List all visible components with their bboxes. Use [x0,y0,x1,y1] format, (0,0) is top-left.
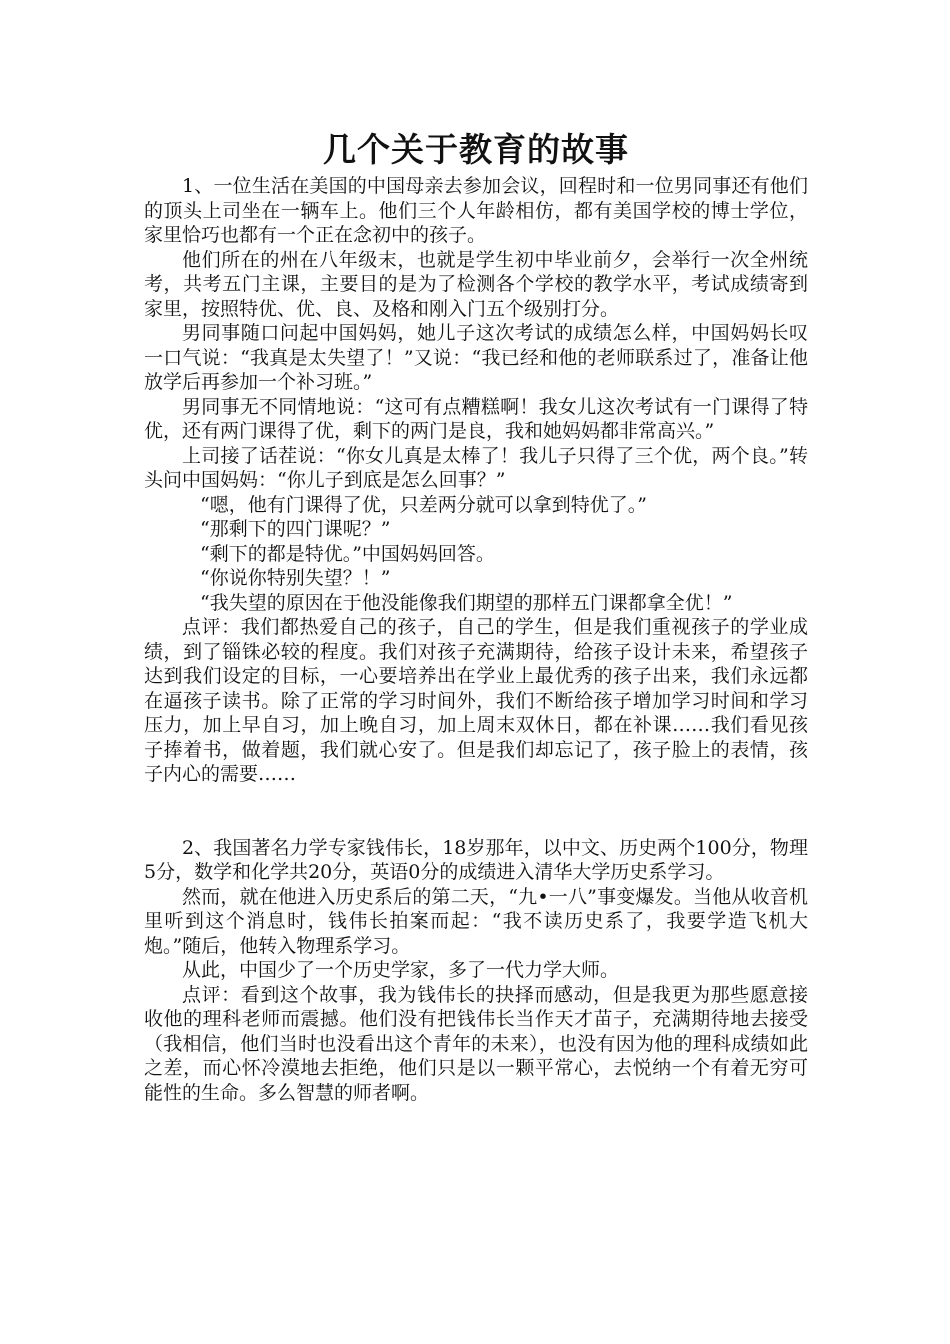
story-1-paragraph: 他们所在的州在八年级末，也就是学生初中毕业前夕，会举行一次全州统考，共考五门主课，主要目的是为了检测各个学校的教学水平，考试成绩寄到家里，按照特优、优、良、及格和刚入门五个级别打分。 [144,248,808,320]
story-1-dialogue-line: “那剩下的四门课呢？” [200,518,391,540]
story-2 [144,836,808,1106]
story-2-paragraph: 从此，中国少了一个历史学家，多了一代力学大师。 [182,959,620,981]
story-1-commentary: 点评：我们都热爱自己的孩子，自己的学生，但是我们重视孩子的学业成绩，到了锱铢必较的程度。我们对孩子充满期待，给孩子设计未来，希望孩子达到我们设定的目标，一心要培养出在学业上最优秀的孩子出来，我们永远都在逼孩子读书。除了正常的学习时间外，我们不断给孩子增加学习时间和学习压力，加上早自习，加上晚自习，加上周末双休日，都在补课……我们看见孩子捧着书，做着题，我们就心安了。但是我们却忘记了，孩子脸上的表情，孩子内心的需要…… [144,616,808,785]
story-1-dialogue-line: “嗯，他有门课得了优，只差两分就可以拿到特优了。” [200,493,647,516]
story-1 [144,174,808,787]
story-1-dialogue-line: “我失望的原因在于他没能像我们期望的那样五门课都拿全优！” [200,591,733,614]
story-1-dialogue-line: “剩下的都是特优。”中国妈妈回答。 [200,542,495,565]
story-1-paragraph: 1、一位生活在美国的中国母亲去参加会议，回程时和一位男同事还有他们的顶头上司坐在一辆车上。他们三个人年龄相仿，都有美国学校的博士学位，家里恰巧也都有一个正在念初中的孩子。 [144,175,808,246]
story-1-paragraph: 男同事随口问起中国妈妈，她儿子这次考试的成绩怎么样，中国妈妈长叹一口气说：“我真是太失望了！”又说：“我已经和他的老师联系过了，准备让他放学后再参加一个补习班。” [144,322,808,393]
story-2-paragraph: 然而，就在他进入历史系后的第二天，“九•一八”事变爆发。当他从收音机里听到这个消息时，钱伟长拍案而起：“我不读历史系了，我要学造飞机大炮。”随后，他转入物理系学习。 [144,885,808,957]
story-1-paragraph: 男同事无不同情地说：“这可有点糟糕啊！我女儿这次考试有一门课得了特优，还有两门课得了优，剩下的两门是良，我和她妈妈都非常高兴。” [144,395,808,442]
section-spacer [144,787,808,836]
document-title: 几个关于教育的故事 [323,130,629,169]
story-1-dialogue-line: “你说你特别失望？！” [200,567,391,589]
story-2-paragraph: 2、我国著名力学专家钱伟长，18岁那年，以中文、历史两个100分，物理5分，数学和化学共20分，英语0分的成绩进入清华大学历史系学习。 [144,836,808,883]
story-2-commentary: 点评：看到这个故事，我为钱伟长的抉择而感动，但是我更为那些愿意接收他的理科老师而震撼。他们没有把钱伟长当作天才苗子，充满期待地去接受（我相信，他们当时也没看出这个青年的未来），也没有因为他的理科成绩如此之差，而心怀冷漠地去拒绝，他们只是以一颗平常心，去悦纳一个有着无穷可能性的生命。多么智慧的师者啊。 [144,983,808,1104]
document-page [144,128,808,1105]
story-1-paragraph: 上司接了话茬说：“你女儿真是太棒了！我儿子只得了三个优，两个良。”转头问中国妈妈：“你儿子到底是怎么回事？” [144,444,808,491]
